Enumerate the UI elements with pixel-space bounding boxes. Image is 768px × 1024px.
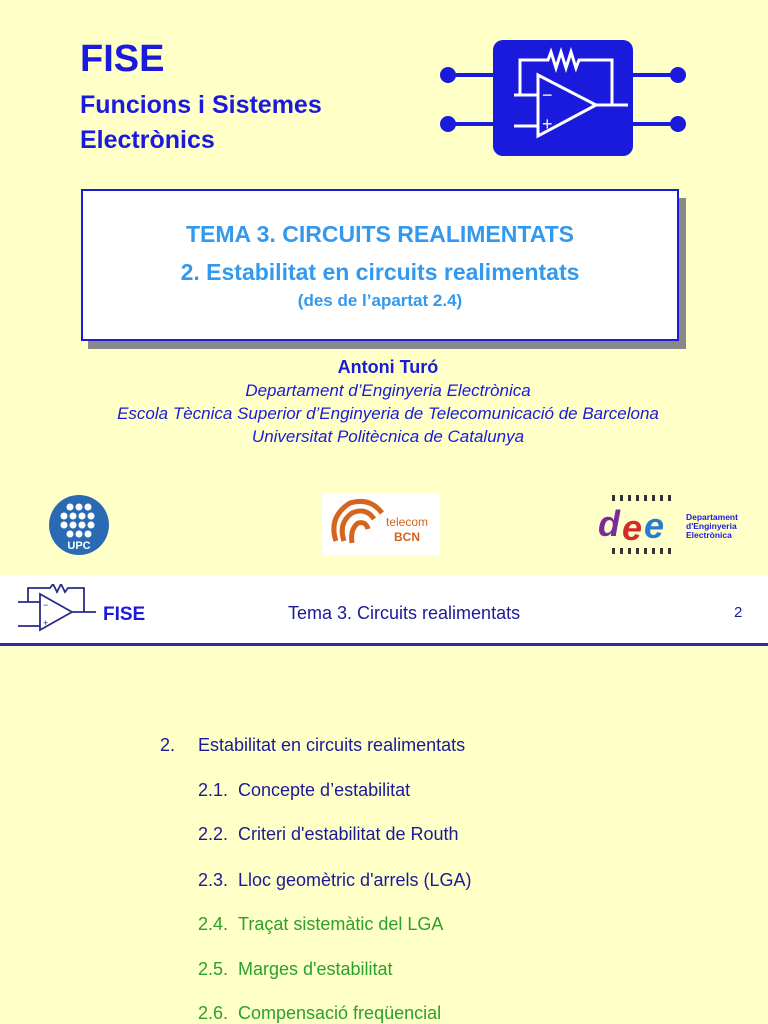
- telecom-text: telecom: [386, 515, 429, 529]
- bcn-text: BCN: [394, 530, 420, 544]
- toc-item-number: 2.6.: [198, 1003, 229, 1023]
- toc-item-text: Lloc geomètric d'arrels (LGA): [238, 870, 472, 890]
- course-subtitle: [80, 88, 322, 158]
- opamp-circuit-icon: [438, 38, 688, 160]
- toc-item-number: 2.3.: [198, 870, 229, 890]
- course-subtitle-line2: Electrònics: [80, 126, 215, 154]
- dee-text-3: Electrònica: [686, 530, 732, 540]
- upc-logo: [48, 494, 110, 556]
- toc-item-text: Criteri d'estabilitat de Routh: [238, 824, 459, 844]
- toc-item-text: Concepte d’estabilitat: [238, 780, 411, 800]
- page-number: 2: [734, 604, 743, 621]
- toc-item-number: 2.4.: [198, 914, 229, 934]
- affiliation-department: Departament d’Enginyeria Electrònica: [245, 381, 531, 400]
- toc-item-text: Marges d'estabilitat: [238, 959, 393, 979]
- topic-title: TEMA 3. CIRCUITS REALIMENTATS: [185, 221, 574, 247]
- topic-subtitle: 2. Estabilitat en circuits realimentats: [180, 259, 580, 285]
- svg-text:+: +: [542, 114, 553, 134]
- toc-item-number: 2.1.: [198, 780, 229, 800]
- header-divider: [0, 643, 768, 646]
- svg-text:e: e: [644, 505, 665, 546]
- affiliation-school: Escola Tècnica Superior d’Enginyeria de Telecomunicació de Barcelona: [117, 404, 659, 423]
- contents-slide: [0, 575, 768, 1024]
- course-title: FISE: [80, 38, 165, 80]
- toc-item-text: Compensació freqüencial: [238, 1003, 442, 1023]
- topic-note: (des de l’apartat 2.4): [297, 291, 463, 310]
- course-subtitle-line1: Funcions i Sistemes: [80, 91, 322, 119]
- affiliation-university: Universitat Politècnica de Catalunya: [251, 427, 525, 446]
- toc-item-number: 2.2.: [198, 824, 229, 844]
- svg-text:d: d: [598, 503, 620, 544]
- svg-text:−: −: [542, 85, 553, 105]
- dee-logo: [592, 490, 752, 560]
- dee-text-1: Departament: [686, 512, 738, 522]
- author-name: Antoni Turó: [337, 357, 439, 377]
- topic-box: [81, 189, 679, 341]
- svg-text:−: −: [43, 600, 49, 610]
- svg-text:+: +: [43, 618, 49, 628]
- toc-item-text: Traçat sistemàtic del LGA: [238, 914, 444, 934]
- dee-text-2: d'Enginyeria: [686, 521, 737, 531]
- header-course-label: FISE: [103, 604, 146, 625]
- slide-header: [0, 575, 768, 643]
- toc-item-number: 2.5.: [198, 959, 229, 979]
- upc-logo-text: UPC: [67, 540, 91, 552]
- header-title: Tema 3. Circuits realimentats: [288, 603, 521, 623]
- toc-item-number: 2.: [160, 735, 176, 755]
- toc-item-text: Estabilitat en circuits realimentats: [198, 735, 466, 755]
- telecom-bcn-logo: [322, 493, 440, 555]
- svg-text:e: e: [622, 507, 643, 548]
- opamp-icon: [14, 584, 98, 636]
